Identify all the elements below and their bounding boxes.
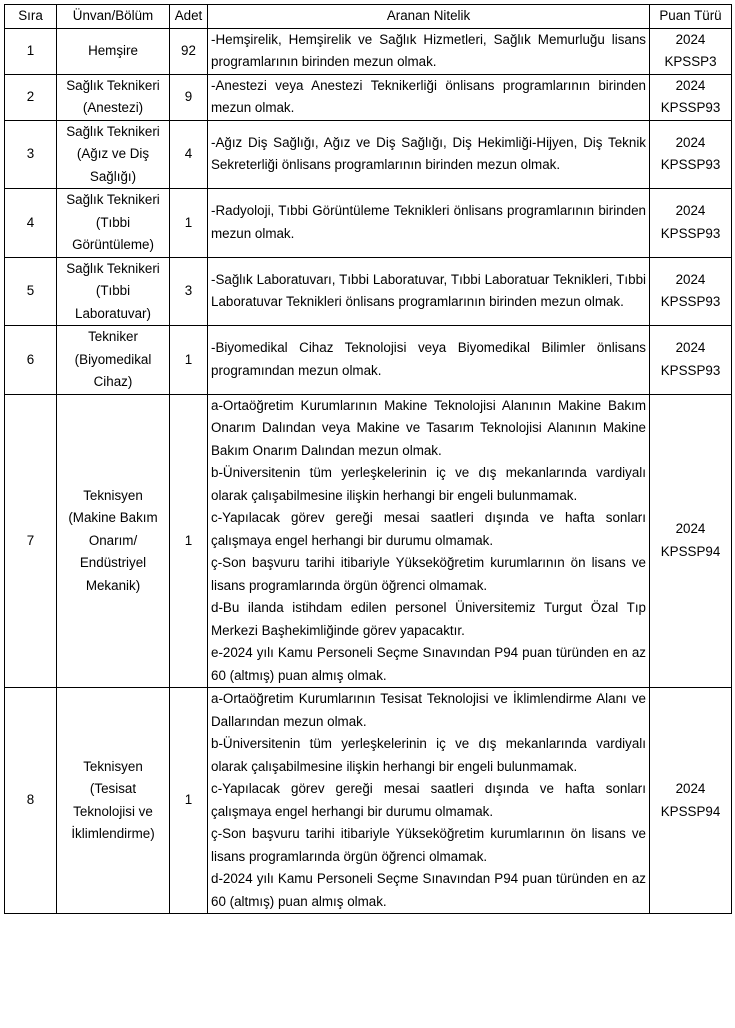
unvan-line: Sağlığı) bbox=[89, 168, 137, 184]
puan-line: 2024 bbox=[675, 521, 706, 537]
unvan-line: Sağlık Teknikeri bbox=[66, 192, 160, 207]
table-body bbox=[5, 28, 732, 914]
header-row bbox=[5, 5, 732, 29]
adet-cell: 92 bbox=[170, 28, 208, 74]
puan-line: KPSSP94 bbox=[660, 543, 721, 559]
unvan-line: Teknolojisi ve bbox=[73, 803, 153, 819]
unvan-line: (Ağız ve Diş bbox=[76, 146, 150, 161]
nitelik-line: -Anestezi veya Anestezi Teknikerliği önlisans programlarının birinden mezun olmak. bbox=[211, 77, 646, 115]
header-unvan: Ünvan/Bölüm bbox=[57, 5, 170, 29]
sira-cell: 2 bbox=[5, 74, 57, 120]
puan-cell bbox=[650, 326, 732, 395]
unvan-line: Sağlık Teknikeri bbox=[66, 123, 160, 139]
puan-line: KPSSP93 bbox=[660, 294, 721, 310]
unvan-cell bbox=[57, 326, 170, 395]
puan-line: 2024 bbox=[675, 271, 706, 287]
sira-cell: 3 bbox=[5, 120, 57, 189]
unvan-line: (Biyomedikal bbox=[74, 351, 152, 367]
unvan-line: Teknisyen bbox=[83, 487, 143, 503]
sira-cell: 8 bbox=[5, 688, 57, 914]
unvan-line: (Tıbbi bbox=[95, 214, 131, 230]
table-row bbox=[5, 28, 732, 74]
unvan-cell bbox=[57, 28, 170, 74]
table-row bbox=[5, 74, 732, 120]
table-row bbox=[5, 189, 732, 258]
puan-line: 2024 bbox=[675, 340, 706, 356]
puan-line: KPSSP93 bbox=[660, 100, 721, 115]
sira-cell: 5 bbox=[5, 257, 57, 326]
table-row bbox=[5, 326, 732, 395]
puan-line: KPSSP93 bbox=[660, 362, 721, 378]
positions-table bbox=[4, 4, 732, 914]
unvan-line: Teknisyen bbox=[83, 758, 143, 774]
nitelik-line: -Ağız Diş Sağlığı, Ağız ve Diş Sağlığı, Diş Hekimliği-Hijyen, Diş Teknik Sekreterliği önlisans programlarının birinden mezun olmak. bbox=[211, 134, 646, 173]
puan-cell bbox=[650, 28, 732, 74]
header-nitelik: Aranan Nitelik bbox=[208, 5, 650, 29]
unvan-line: Sağlık Teknikeri bbox=[66, 260, 160, 276]
adet-cell: 9 bbox=[170, 74, 208, 120]
adet-cell: 1 bbox=[170, 394, 208, 688]
table-row bbox=[5, 688, 732, 914]
nitelik-line: e-2024 yılı Kamu Personeli Seçme Sınavından P94 puan türünden en az 60 (altmış) puan almış olmak. bbox=[211, 645, 646, 683]
nitelik-line: b-Üniversitenin tüm yerleşkelerinin iç ve dış mekanlarında vardiyalı olarak çalışabilmesine ilişkin herhangi bir engeli bulunmamak. bbox=[211, 465, 646, 503]
nitelik-cell bbox=[208, 394, 650, 688]
unvan-line: Cihaz) bbox=[93, 374, 133, 389]
puan-line: 2024 bbox=[675, 203, 706, 219]
nitelik-line: d-Bu ilanda istihdam edilen personel Üniversitemiz Turgut Özal Tıp Merkezi Başhekimliğinde görev yapacaktır. bbox=[211, 600, 646, 638]
puan-cell bbox=[650, 189, 732, 258]
puan-cell bbox=[650, 688, 732, 914]
puan-line: KPSSP93 bbox=[660, 157, 721, 173]
header-puan: Puan Türü bbox=[650, 5, 732, 29]
unvan-line: (Tıbbi bbox=[95, 283, 131, 298]
nitelik-line: -Radyoloji, Tıbbi Görüntüleme Teknikleri önlisans programlarının birinden mezun olmak. bbox=[211, 203, 646, 241]
unvan-line: (Anestezi) bbox=[82, 100, 144, 115]
unvan-cell bbox=[57, 257, 170, 326]
nitelik-line: -Biyomedikal Cihaz Teknolojisi veya Biyomedikal Bilimler önlisans programından mezun olmak. bbox=[211, 340, 646, 378]
header-sira: Sıra bbox=[5, 5, 57, 29]
nitelik-line: ç-Son başvuru tarihi itibariyle Yükseköğretim kurumlarının ön lisans ve lisans programlarında örgün öğrenci olmamak. bbox=[211, 826, 646, 864]
puan-cell bbox=[650, 120, 732, 189]
nitelik-cell bbox=[208, 189, 650, 258]
nitelik-line: d-2024 yılı Kamu Personeli Seçme Sınavından P94 puan türünden en az 60 (altmış) puan almış olmak. bbox=[211, 871, 646, 909]
nitelik-cell bbox=[208, 326, 650, 395]
nitelik-line: a-Ortaöğretim Kurumlarının Makine Teknolojisi Alanının Makine Bakım Onarım Dalından veya Makine ve Tasarım Teknolojisi Alanının Makine Bakım Onarım Dalından mezun olmak. bbox=[211, 397, 646, 458]
adet-cell: 1 bbox=[170, 326, 208, 395]
unvan-cell bbox=[57, 394, 170, 688]
nitelik-cell bbox=[208, 688, 650, 914]
adet-cell: 3 bbox=[170, 257, 208, 326]
unvan-line: (Tesisat bbox=[89, 781, 137, 796]
puan-cell bbox=[650, 394, 732, 688]
sira-cell: 1 bbox=[5, 28, 57, 74]
unvan-cell bbox=[57, 688, 170, 914]
nitelik-cell bbox=[208, 74, 650, 120]
nitelik-line: ç-Son başvuru tarihi itibariyle Yükseköğretim kurumlarının ön lisans ve lisans programlarında örgün öğrenci olmamak. bbox=[211, 555, 646, 593]
puan-line: 2024 bbox=[675, 77, 706, 93]
unvan-line: Hemşire bbox=[88, 42, 138, 58]
unvan-cell bbox=[57, 74, 170, 120]
nitelik-cell bbox=[208, 120, 650, 189]
unvan-line: Görüntüleme) bbox=[72, 237, 154, 252]
unvan-line: Laboratuvar) bbox=[75, 305, 151, 321]
nitelik-line: c-Yapılacak görev gereği mesai saatleri dışında ve hafta sonları çalışmaya engel herhangi bir durumu olmamak. bbox=[211, 781, 646, 819]
unvan-line: Mekanik) bbox=[85, 577, 141, 593]
unvan-cell bbox=[57, 120, 170, 189]
nitelik-line: -Hemşirelik, Hemşirelik ve Sağlık Hizmetleri, Sağlık Memurluğu lisans programlarının birinden mezun olmak. bbox=[211, 31, 646, 69]
puan-cell bbox=[650, 257, 732, 326]
puan-line: KPSSP94 bbox=[660, 803, 721, 819]
nitelik-line: -Sağlık Laboratuvarı, Tıbbi Laboratuvar, Tıbbi Laboratuar Teknikleri, Tıbbi Laboratuvar Teknikleri önlisans programlarının birinden mezun olmak. bbox=[211, 271, 646, 310]
nitelik-line: b-Üniversitenin tüm yerleşkelerinin iç ve dış mekanlarında vardiyalı olarak çalışabilmesine ilişkin herhangi bir engeli bulunmamak. bbox=[211, 736, 646, 774]
puan-line: 2024 bbox=[675, 31, 706, 47]
puan-line: KPSSP3 bbox=[664, 54, 717, 69]
unvan-line: Sağlık Teknikeri bbox=[66, 77, 160, 93]
sira-cell: 7 bbox=[5, 394, 57, 688]
unvan-cell bbox=[57, 189, 170, 258]
sira-cell: 6 bbox=[5, 326, 57, 395]
adet-cell: 1 bbox=[170, 688, 208, 914]
unvan-line: Endüstriyel bbox=[79, 555, 147, 570]
adet-cell: 1 bbox=[170, 189, 208, 258]
adet-cell: 4 bbox=[170, 120, 208, 189]
puan-line: KPSSP93 bbox=[660, 225, 721, 241]
puan-line: 2024 bbox=[675, 134, 706, 150]
puan-cell bbox=[650, 74, 732, 120]
table-row bbox=[5, 394, 732, 688]
unvan-line: Onarım/ bbox=[88, 532, 138, 548]
table-row bbox=[5, 257, 732, 326]
unvan-line: Tekniker bbox=[88, 329, 138, 344]
nitelik-line: a-Ortaöğretim Kurumlarının Tesisat Teknolojisi ve İklimlendirme Alanı ve Dallarından mezun olmak. bbox=[211, 691, 646, 729]
nitelik-cell bbox=[208, 257, 650, 326]
nitelik-line: c-Yapılacak görev gereği mesai saatleri dışında ve hafta sonları çalışmaya engel herhangi bir durumu olmamak. bbox=[211, 510, 646, 548]
puan-line: 2024 bbox=[675, 781, 706, 796]
unvan-line: İklimlendirme) bbox=[71, 826, 155, 841]
header-adet: Adet bbox=[170, 5, 208, 29]
unvan-line: (Makine Bakım bbox=[68, 510, 158, 525]
sira-cell: 4 bbox=[5, 189, 57, 258]
nitelik-cell bbox=[208, 28, 650, 74]
table-row bbox=[5, 120, 732, 189]
